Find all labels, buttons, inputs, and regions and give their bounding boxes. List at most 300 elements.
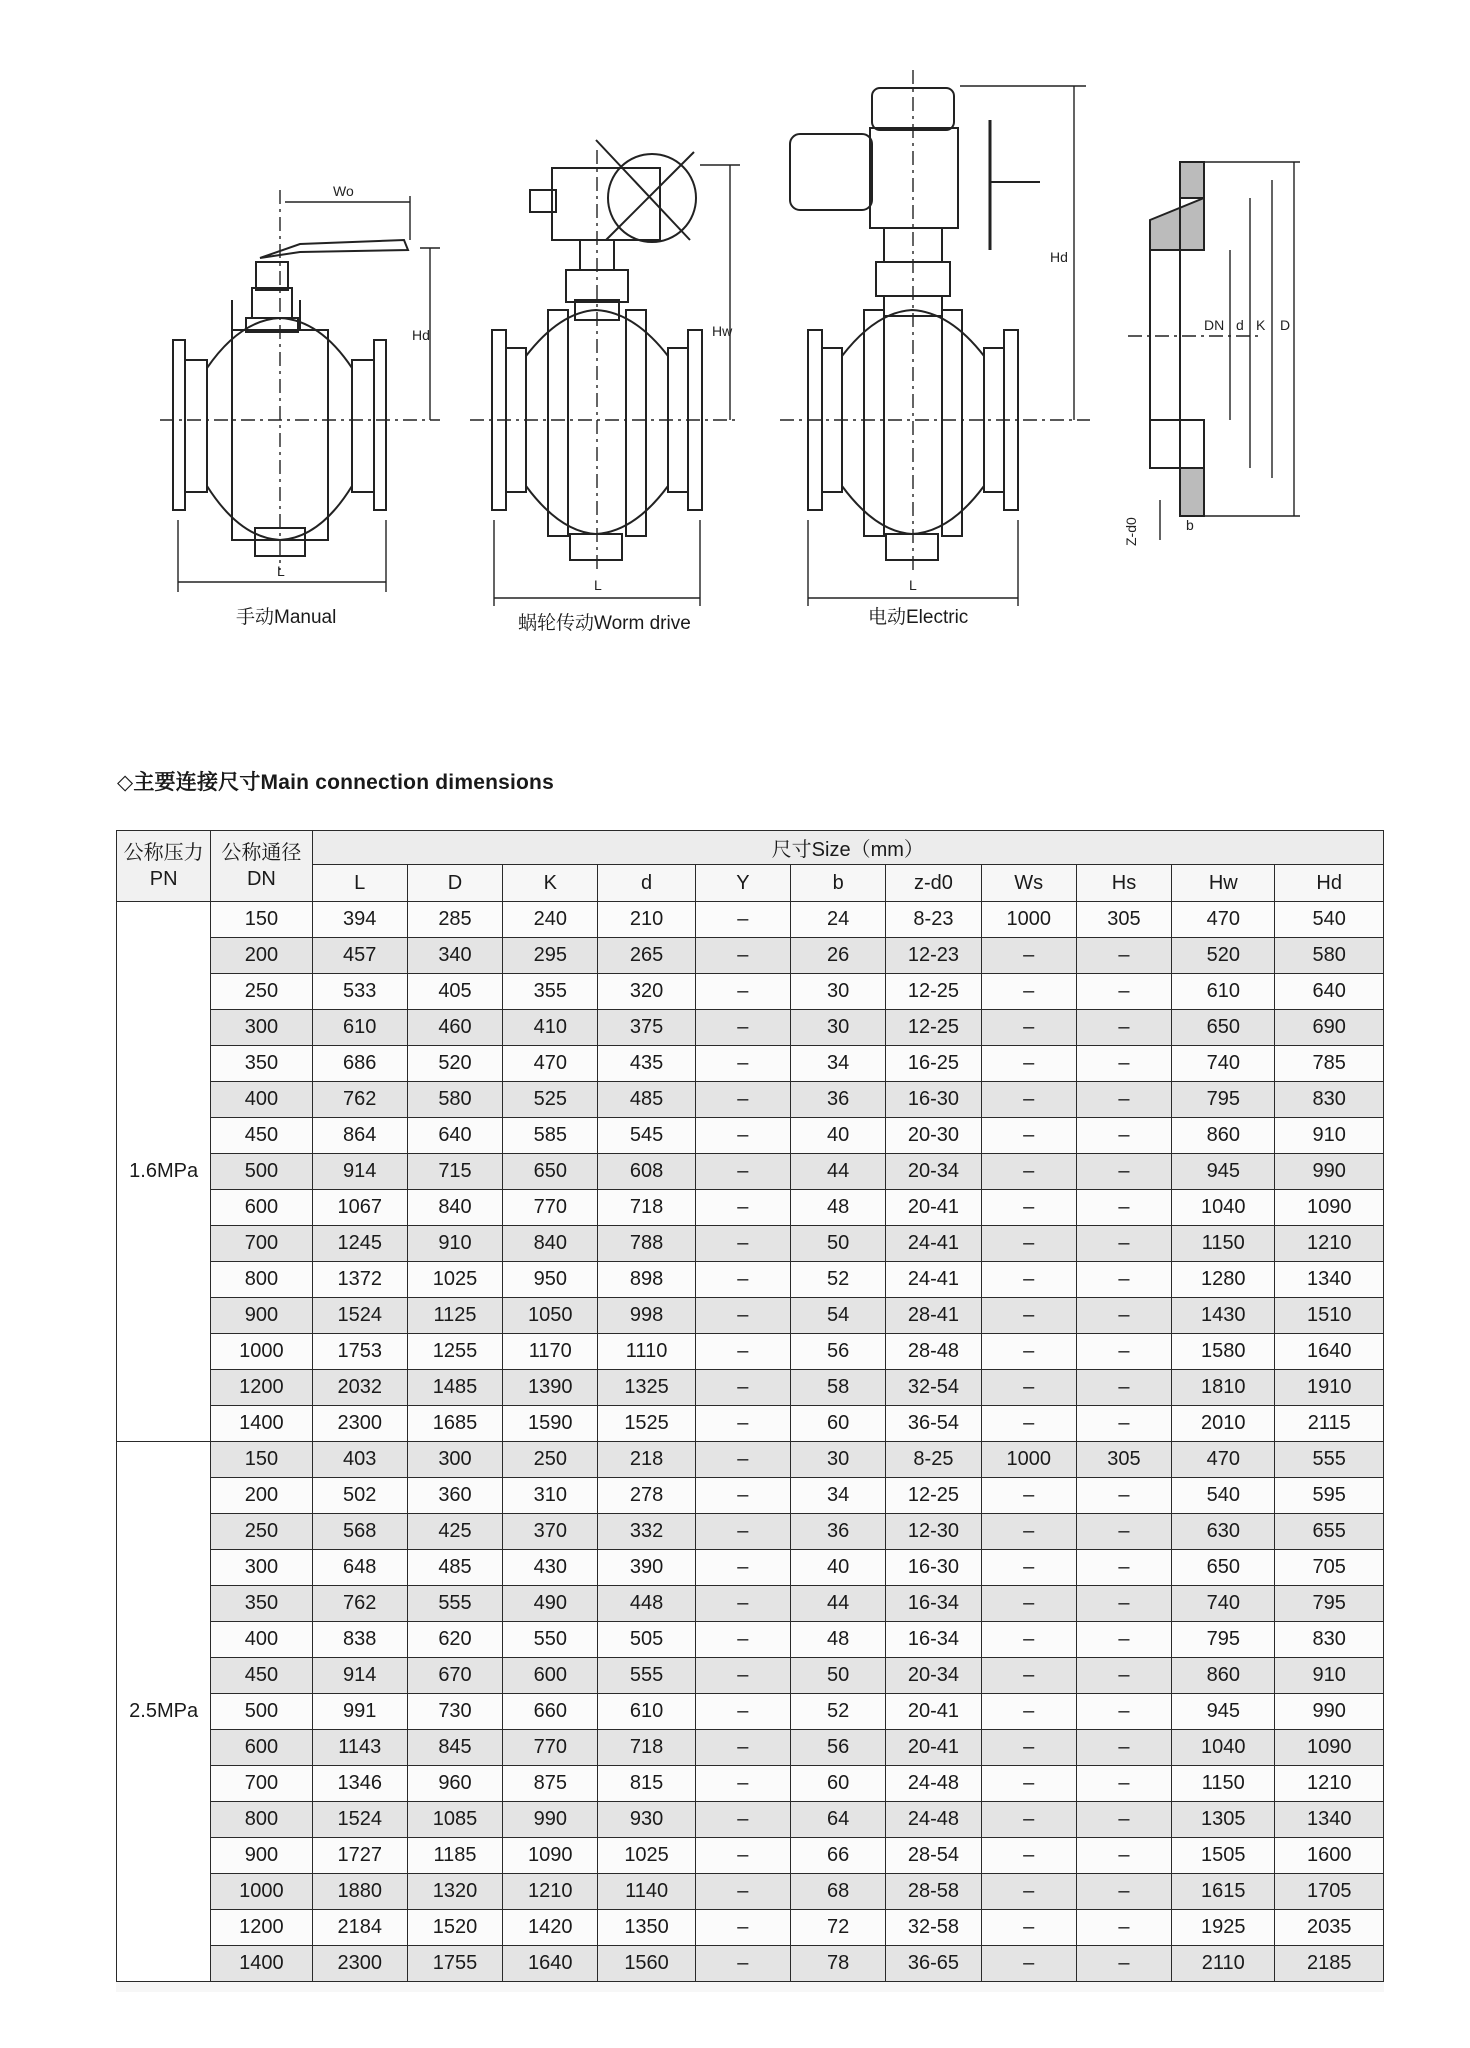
table-cell: 1125 bbox=[407, 1298, 502, 1334]
table-cell: 8-25 bbox=[886, 1442, 981, 1478]
table-cell: 960 bbox=[407, 1766, 502, 1802]
table-cell: 650 bbox=[1172, 1550, 1275, 1586]
flange-dn-label: DN bbox=[1204, 317, 1225, 333]
table-cell: – bbox=[981, 1838, 1076, 1874]
table-cell: 910 bbox=[1275, 1118, 1384, 1154]
dn-cell: 150 bbox=[211, 1442, 312, 1478]
table-cell: 1753 bbox=[312, 1334, 407, 1370]
table-cell: 914 bbox=[312, 1154, 407, 1190]
table-cell: 305 bbox=[1076, 1442, 1171, 1478]
table-cell: – bbox=[695, 1514, 790, 1550]
dn-cell: 800 bbox=[211, 1802, 312, 1838]
table-cell: – bbox=[695, 1946, 790, 1982]
flange-section-drawing bbox=[1128, 162, 1300, 540]
table-cell: 950 bbox=[503, 1262, 598, 1298]
table-cell: 405 bbox=[407, 974, 502, 1010]
table-cell: 240 bbox=[503, 902, 598, 938]
table-cell: – bbox=[695, 1334, 790, 1370]
table-cell: 448 bbox=[598, 1586, 695, 1622]
table-cell: 24-41 bbox=[886, 1262, 981, 1298]
table-cell: 718 bbox=[598, 1730, 695, 1766]
table-cell: 20-30 bbox=[886, 1118, 981, 1154]
table-cell: 795 bbox=[1172, 1082, 1275, 1118]
table-cell: 1520 bbox=[407, 1910, 502, 1946]
table-cell: 860 bbox=[1172, 1118, 1275, 1154]
dimensions-table-container bbox=[116, 830, 1384, 1992]
table-cell: 640 bbox=[407, 1118, 502, 1154]
table-row bbox=[117, 1082, 1384, 1118]
dn-header-line1: 公称通径 bbox=[221, 842, 302, 864]
table-cell: 30 bbox=[791, 1442, 886, 1478]
table-cell: – bbox=[695, 1010, 790, 1046]
table-cell: – bbox=[981, 1082, 1076, 1118]
table-cell: – bbox=[1076, 1802, 1171, 1838]
table-cell: 990 bbox=[1275, 1154, 1384, 1190]
table-cell: 2010 bbox=[1172, 1406, 1275, 1442]
table-cell: 1524 bbox=[312, 1802, 407, 1838]
table-cell: 655 bbox=[1275, 1514, 1384, 1550]
worm-hw-label: Hw bbox=[712, 323, 733, 339]
table-cell: – bbox=[981, 1766, 1076, 1802]
table-cell: 1050 bbox=[503, 1298, 598, 1334]
table-cell: 56 bbox=[791, 1334, 886, 1370]
table-cell: 1372 bbox=[312, 1262, 407, 1298]
table-cell: – bbox=[695, 1406, 790, 1442]
table-cell: – bbox=[695, 1370, 790, 1406]
table-cell: 36-65 bbox=[886, 1946, 981, 1982]
table-cell: 580 bbox=[1275, 938, 1384, 974]
table-cell: 1430 bbox=[1172, 1298, 1275, 1334]
table-cell: – bbox=[695, 1622, 790, 1658]
table-cell: 1040 bbox=[1172, 1730, 1275, 1766]
table-cell: 485 bbox=[598, 1082, 695, 1118]
table-cell: 705 bbox=[1275, 1550, 1384, 1586]
table-cell: 394 bbox=[312, 902, 407, 938]
table-cell: 52 bbox=[791, 1262, 886, 1298]
table-cell: 1280 bbox=[1172, 1262, 1275, 1298]
column-header-hd: Hd bbox=[1275, 865, 1384, 902]
table-cell: 460 bbox=[407, 1010, 502, 1046]
table-cell: 1524 bbox=[312, 1298, 407, 1334]
table-cell: 1810 bbox=[1172, 1370, 1275, 1406]
table-cell: – bbox=[1076, 1406, 1171, 1442]
table-cell: 1685 bbox=[407, 1406, 502, 1442]
table-cell: 520 bbox=[1172, 938, 1275, 974]
table-cell: 1420 bbox=[503, 1910, 598, 1946]
column-header-hs: Hs bbox=[1076, 865, 1171, 902]
table-cell: 1640 bbox=[503, 1946, 598, 1982]
table-cell: 1350 bbox=[598, 1910, 695, 1946]
table-cell: 555 bbox=[407, 1586, 502, 1622]
table-cell: 20-34 bbox=[886, 1658, 981, 1694]
table-cell: 360 bbox=[407, 1478, 502, 1514]
table-cell: 838 bbox=[312, 1622, 407, 1658]
table-cell: 2300 bbox=[312, 1406, 407, 1442]
table-cell: 1600 bbox=[1275, 1838, 1384, 1874]
table-cell: 28-41 bbox=[886, 1298, 981, 1334]
dn-cell: 200 bbox=[211, 1478, 312, 1514]
table-cell: 1320 bbox=[407, 1874, 502, 1910]
table-cell: 12-30 bbox=[886, 1514, 981, 1550]
table-cell: 840 bbox=[407, 1190, 502, 1226]
table-cell: 550 bbox=[503, 1622, 598, 1658]
table-cell: – bbox=[981, 1622, 1076, 1658]
table-cell: 1505 bbox=[1172, 1838, 1275, 1874]
table-cell: 28-48 bbox=[886, 1334, 981, 1370]
pn-cell: 2.5MPa bbox=[117, 1442, 211, 1982]
table-cell: 1560 bbox=[598, 1946, 695, 1982]
table-cell: – bbox=[981, 1586, 1076, 1622]
dn-cell: 900 bbox=[211, 1838, 312, 1874]
table-cell: – bbox=[695, 1586, 790, 1622]
table-cell: 1185 bbox=[407, 1838, 502, 1874]
table-cell: – bbox=[981, 1730, 1076, 1766]
table-cell: 2035 bbox=[1275, 1910, 1384, 1946]
table-row bbox=[117, 1046, 1384, 1082]
table-cell: 12-25 bbox=[886, 1478, 981, 1514]
valve-drawings bbox=[0, 0, 1470, 700]
table-cell: 68 bbox=[791, 1874, 886, 1910]
table-cell: – bbox=[981, 1550, 1076, 1586]
table-cell: – bbox=[1076, 1298, 1171, 1334]
table-cell: 58 bbox=[791, 1370, 886, 1406]
table-cell: 715 bbox=[407, 1154, 502, 1190]
table-cell: 36-54 bbox=[886, 1406, 981, 1442]
dn-cell: 700 bbox=[211, 1766, 312, 1802]
table-cell: – bbox=[981, 1046, 1076, 1082]
table-cell: 718 bbox=[598, 1190, 695, 1226]
table-cell: 930 bbox=[598, 1802, 695, 1838]
table-cell: 1143 bbox=[312, 1730, 407, 1766]
table-cell: – bbox=[981, 1334, 1076, 1370]
electric-valve-drawing bbox=[780, 70, 1090, 606]
dn-cell: 300 bbox=[211, 1010, 312, 1046]
table-cell: – bbox=[1076, 938, 1171, 974]
table-cell: – bbox=[1076, 1514, 1171, 1550]
table-cell: 545 bbox=[598, 1118, 695, 1154]
table-cell: – bbox=[1076, 1730, 1171, 1766]
table-cell: 1340 bbox=[1275, 1802, 1384, 1838]
dn-cell: 1400 bbox=[211, 1946, 312, 1982]
table-cell: 1090 bbox=[503, 1838, 598, 1874]
table-cell: 64 bbox=[791, 1802, 886, 1838]
table-cell: – bbox=[981, 1694, 1076, 1730]
table-cell: – bbox=[981, 1190, 1076, 1226]
table-cell: 26 bbox=[791, 938, 886, 974]
table-cell: 910 bbox=[1275, 1658, 1384, 1694]
table-row bbox=[117, 1838, 1384, 1874]
table-cell: 1000 bbox=[981, 1442, 1076, 1478]
table-cell: 730 bbox=[407, 1694, 502, 1730]
table-row bbox=[117, 1514, 1384, 1550]
table-cell: 24-48 bbox=[886, 1802, 981, 1838]
dn-cell: 1200 bbox=[211, 1910, 312, 1946]
table-row bbox=[117, 1730, 1384, 1766]
table-cell: 568 bbox=[312, 1514, 407, 1550]
electric-l-label: L bbox=[909, 577, 917, 593]
table-cell: 1755 bbox=[407, 1946, 502, 1982]
table-cell: – bbox=[695, 1298, 790, 1334]
table-cell: 1390 bbox=[503, 1370, 598, 1406]
table-cell: 600 bbox=[503, 1658, 598, 1694]
table-row bbox=[117, 974, 1384, 1010]
table-cell: 24-41 bbox=[886, 1226, 981, 1262]
table-cell: 555 bbox=[1275, 1442, 1384, 1478]
table-cell: 1325 bbox=[598, 1370, 695, 1406]
table-cell: 1525 bbox=[598, 1406, 695, 1442]
table-cell: – bbox=[1076, 1694, 1171, 1730]
table-cell: 770 bbox=[503, 1190, 598, 1226]
table-cell: 864 bbox=[312, 1118, 407, 1154]
table-cell: 1880 bbox=[312, 1874, 407, 1910]
table-cell: 1110 bbox=[598, 1334, 695, 1370]
table-cell: 72 bbox=[791, 1910, 886, 1946]
table-cell: 555 bbox=[598, 1658, 695, 1694]
table-cell: 52 bbox=[791, 1694, 886, 1730]
table-cell: 20-41 bbox=[886, 1730, 981, 1766]
table-cell: 20-41 bbox=[886, 1190, 981, 1226]
table-cell: 54 bbox=[791, 1298, 886, 1334]
table-cell: 430 bbox=[503, 1550, 598, 1586]
table-cell: 1245 bbox=[312, 1226, 407, 1262]
table-cell: – bbox=[981, 1514, 1076, 1550]
table-cell: 78 bbox=[791, 1946, 886, 1982]
table-row bbox=[117, 1910, 1384, 1946]
table-cell: 390 bbox=[598, 1550, 695, 1586]
table-cell: – bbox=[695, 1694, 790, 1730]
table-cell: 403 bbox=[312, 1442, 407, 1478]
table-cell: 650 bbox=[503, 1154, 598, 1190]
table-cell: 285 bbox=[407, 902, 502, 938]
table-cell: 12-25 bbox=[886, 974, 981, 1010]
table-cell: 48 bbox=[791, 1190, 886, 1226]
table-cell: 332 bbox=[598, 1514, 695, 1550]
table-cell: 1925 bbox=[1172, 1910, 1275, 1946]
table-cell: – bbox=[1076, 1370, 1171, 1406]
worm-drive-valve-drawing bbox=[470, 140, 740, 606]
table-cell: – bbox=[695, 1874, 790, 1910]
table-cell: – bbox=[1076, 1874, 1171, 1910]
table-row bbox=[117, 1478, 1384, 1514]
table-cell: 990 bbox=[503, 1802, 598, 1838]
table-cell: 2300 bbox=[312, 1946, 407, 1982]
table-cell: – bbox=[1076, 974, 1171, 1010]
table-cell: 2032 bbox=[312, 1370, 407, 1406]
table-cell: – bbox=[1076, 1154, 1171, 1190]
table-cell: – bbox=[695, 1730, 790, 1766]
table-cell: 24 bbox=[791, 902, 886, 938]
column-header-d: d bbox=[598, 865, 695, 902]
table-cell: – bbox=[981, 1370, 1076, 1406]
table-row bbox=[117, 1946, 1384, 1982]
dn-cell: 700 bbox=[211, 1226, 312, 1262]
column-header-l: L bbox=[312, 865, 407, 902]
table-cell: 1510 bbox=[1275, 1298, 1384, 1334]
table-cell: 990 bbox=[1275, 1694, 1384, 1730]
table-cell: 686 bbox=[312, 1046, 407, 1082]
table-cell: 370 bbox=[503, 1514, 598, 1550]
dimensions-table bbox=[116, 830, 1384, 1982]
table-cell: – bbox=[981, 1154, 1076, 1190]
table-cell: – bbox=[981, 1478, 1076, 1514]
pn-header bbox=[117, 831, 211, 902]
flange-d-big-label: D bbox=[1280, 317, 1291, 333]
table-row bbox=[117, 1694, 1384, 1730]
table-cell: 898 bbox=[598, 1262, 695, 1298]
table-row bbox=[117, 1874, 1384, 1910]
table-cell: 32-54 bbox=[886, 1370, 981, 1406]
table-cell: 218 bbox=[598, 1442, 695, 1478]
table-cell: 56 bbox=[791, 1730, 886, 1766]
table-cell: – bbox=[1076, 1334, 1171, 1370]
table-cell: – bbox=[1076, 1190, 1171, 1226]
table-cell: – bbox=[981, 1262, 1076, 1298]
valve-drawings-svg bbox=[0, 0, 1470, 700]
table-cell: 785 bbox=[1275, 1046, 1384, 1082]
dn-cell: 900 bbox=[211, 1298, 312, 1334]
table-cell: 375 bbox=[598, 1010, 695, 1046]
manual-valve-drawing bbox=[160, 190, 440, 592]
table-cell: 875 bbox=[503, 1766, 598, 1802]
table-cell: 1025 bbox=[407, 1262, 502, 1298]
table-cell: – bbox=[981, 1946, 1076, 1982]
column-header-z-d0: z-d0 bbox=[886, 865, 981, 902]
dn-cell: 300 bbox=[211, 1550, 312, 1586]
table-cell: – bbox=[981, 1802, 1076, 1838]
table-cell: 1305 bbox=[1172, 1802, 1275, 1838]
table-cell: 910 bbox=[407, 1226, 502, 1262]
table-cell: – bbox=[1076, 1550, 1171, 1586]
table-cell: 34 bbox=[791, 1478, 886, 1514]
table-row bbox=[117, 1010, 1384, 1046]
flange-k-label: K bbox=[1256, 317, 1266, 333]
table-cell: 16-25 bbox=[886, 1046, 981, 1082]
table-cell: 1067 bbox=[312, 1190, 407, 1226]
table-cell: 40 bbox=[791, 1550, 886, 1586]
table-row bbox=[117, 1262, 1384, 1298]
table-cell: 660 bbox=[503, 1694, 598, 1730]
table-cell: 435 bbox=[598, 1046, 695, 1082]
dn-cell: 1000 bbox=[211, 1334, 312, 1370]
table-cell: 34 bbox=[791, 1046, 886, 1082]
column-header-y: Y bbox=[695, 865, 790, 902]
dn-cell: 200 bbox=[211, 938, 312, 974]
flange-zd-label: Z-d0 bbox=[1123, 517, 1139, 546]
table-cell: 1580 bbox=[1172, 1334, 1275, 1370]
table-cell: 265 bbox=[598, 938, 695, 974]
table-cell: 48 bbox=[791, 1622, 886, 1658]
table-cell: 470 bbox=[1172, 902, 1275, 938]
table-cell: – bbox=[1076, 1118, 1171, 1154]
table-row bbox=[117, 1442, 1384, 1478]
flange-d-small-label: d bbox=[1236, 317, 1244, 333]
table-cell: 845 bbox=[407, 1730, 502, 1766]
table-cell: 1210 bbox=[503, 1874, 598, 1910]
table-cell: 28-58 bbox=[886, 1874, 981, 1910]
table-cell: 16-30 bbox=[886, 1082, 981, 1118]
table-row bbox=[117, 1154, 1384, 1190]
table-cell: 630 bbox=[1172, 1514, 1275, 1550]
table-cell: 830 bbox=[1275, 1082, 1384, 1118]
table-cell: 8-23 bbox=[886, 902, 981, 938]
table-cell: – bbox=[981, 974, 1076, 1010]
table-cell: 1040 bbox=[1172, 1190, 1275, 1226]
table-cell: 2185 bbox=[1275, 1946, 1384, 1982]
electric-hd-label: Hd bbox=[1050, 249, 1068, 265]
table-cell: – bbox=[695, 1262, 790, 1298]
table-cell: 502 bbox=[312, 1478, 407, 1514]
table-cell: 788 bbox=[598, 1226, 695, 1262]
table-cell: 1150 bbox=[1172, 1766, 1275, 1802]
manual-l-label: L bbox=[277, 563, 285, 579]
table-cell: 640 bbox=[1275, 974, 1384, 1010]
table-cell: 2184 bbox=[312, 1910, 407, 1946]
table-cell: – bbox=[695, 1658, 790, 1694]
table-cell: – bbox=[981, 1910, 1076, 1946]
table-cell: – bbox=[695, 1190, 790, 1226]
table-cell: – bbox=[981, 1298, 1076, 1334]
table-cell: 36 bbox=[791, 1082, 886, 1118]
table-cell: 32-58 bbox=[886, 1910, 981, 1946]
table-cell: 608 bbox=[598, 1154, 695, 1190]
table-cell: 320 bbox=[598, 974, 695, 1010]
table-row bbox=[117, 1370, 1384, 1406]
table-cell: – bbox=[695, 1442, 790, 1478]
table-cell: 210 bbox=[598, 902, 695, 938]
table-cell: 690 bbox=[1275, 1010, 1384, 1046]
table-cell: 740 bbox=[1172, 1046, 1275, 1082]
table-cell: 650 bbox=[1172, 1010, 1275, 1046]
table-cell: 16-34 bbox=[886, 1622, 981, 1658]
dn-cell: 500 bbox=[211, 1694, 312, 1730]
pn-header-line1: 公称压力 bbox=[123, 842, 204, 864]
table-cell: – bbox=[695, 1910, 790, 1946]
table-body bbox=[117, 902, 1384, 1982]
table-cell: 1340 bbox=[1275, 1262, 1384, 1298]
column-header-ws: Ws bbox=[981, 865, 1076, 902]
dn-cell: 1400 bbox=[211, 1406, 312, 1442]
table-cell: 585 bbox=[503, 1118, 598, 1154]
table-cell: – bbox=[981, 1118, 1076, 1154]
pn-header-line2: PN bbox=[149, 868, 178, 890]
column-header-d: D bbox=[407, 865, 502, 902]
table-cell: 505 bbox=[598, 1622, 695, 1658]
table-cell: – bbox=[981, 1010, 1076, 1046]
table-cell: – bbox=[695, 974, 790, 1010]
manual-wo-label: Wo bbox=[333, 183, 354, 199]
table-cell: 1640 bbox=[1275, 1334, 1384, 1370]
table-cell: 1910 bbox=[1275, 1370, 1384, 1406]
table-cell: – bbox=[1076, 1622, 1171, 1658]
table-cell: 815 bbox=[598, 1766, 695, 1802]
table-cell: 305 bbox=[1076, 902, 1171, 938]
table-cell: 1170 bbox=[503, 1334, 598, 1370]
column-header-k: K bbox=[503, 865, 598, 902]
table-cell: 66 bbox=[791, 1838, 886, 1874]
table-cell: 580 bbox=[407, 1082, 502, 1118]
table-cell: – bbox=[981, 1406, 1076, 1442]
table-cell: 1590 bbox=[503, 1406, 598, 1442]
table-cell: 250 bbox=[503, 1442, 598, 1478]
manual-hd-label: Hd bbox=[412, 327, 430, 343]
table-cell: 795 bbox=[1275, 1586, 1384, 1622]
table-cell: 485 bbox=[407, 1550, 502, 1586]
table-cell: – bbox=[1076, 1658, 1171, 1694]
table-cell: 670 bbox=[407, 1658, 502, 1694]
manual-caption: 手动Manual bbox=[236, 607, 337, 628]
dn-cell: 600 bbox=[211, 1190, 312, 1226]
table-row bbox=[117, 1298, 1384, 1334]
